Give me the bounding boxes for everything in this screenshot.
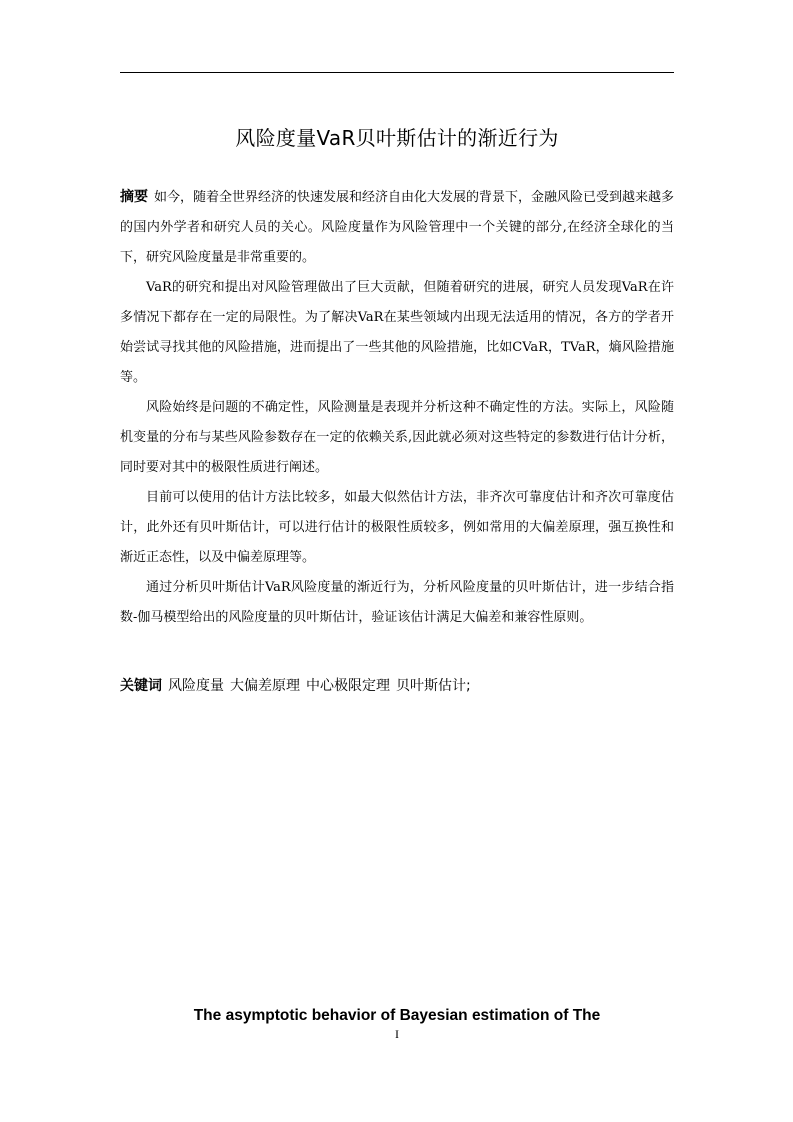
abstract-paragraph-text: 如今，随着全世界经济的快速发展和经济自由化大发展的背景下，金融风险已受到越来越多的国内外学者和研究人员的关心。风险度量作为风险管理中一个关键的部分,在经济全球化的当下，研究风险度量是非常重要的。 <box>120 190 675 265</box>
abstract-paragraph: 目前可以使用的估计方法比较多，如最大似然估计方法，非齐次可靠度估计和齐次可靠度估计，此外还有贝叶斯估计，可以进行估计的极限性质较多，例如常用的大偏差原理，强互换性和渐近正态性，以及中偏差原理等。 <box>120 490 674 565</box>
keywords-label: 关键词 <box>120 678 162 694</box>
english-title: The asymptotic behavior of Bayesian estimation of The <box>193 1007 601 1024</box>
keyword: 中心极限定理 <box>306 678 390 694</box>
keywords <box>120 672 674 700</box>
abstract-paragraph: 风险始终是问题的不确定性，风险测量是表现并分析这种不确定性的方法。实际上，风险随机变量的分布与某些风险参数存在一定的依赖关系,因此就必须对这些特定的参数进行估计分析，同时要对其中的极限性质进行阐述。 <box>120 400 674 475</box>
abstract <box>120 182 674 633</box>
header-rule <box>120 72 674 73</box>
abstract-paragraph: 通过分析贝叶斯估计VaR风险度量的渐近行为，分析风险度量的贝叶斯估计，进一步结合指数-伽马模型给出的风险度量的贝叶斯估计，验证该估计满足大偏差和兼容性原则。 <box>120 580 674 625</box>
keyword: 贝叶斯估计; <box>396 678 471 694</box>
page-title: 风险度量VaR贝叶斯估计的渐近行为 <box>235 126 559 150</box>
abstract-label: 摘要 <box>120 189 148 205</box>
keyword: 大偏差原理 <box>230 678 300 694</box>
abstract-paragraph: VaR的研究和提出对风险管理做出了巨大贡献，但随着研究的进展，研究人员发现VaR在许多情况下都存在一定的局限性。为了解决VaR在某些领域内出现无法适用的情况，各方的学者开始尝试寻找其他的风险措施，进而提出了一些其他的风险措施，比如CVaR，TVaR，熵风险措施等。 <box>120 280 674 385</box>
abstract-paragraph <box>120 182 674 273</box>
keyword: 风险度量 <box>168 678 224 694</box>
page-number: I <box>395 1027 399 1041</box>
